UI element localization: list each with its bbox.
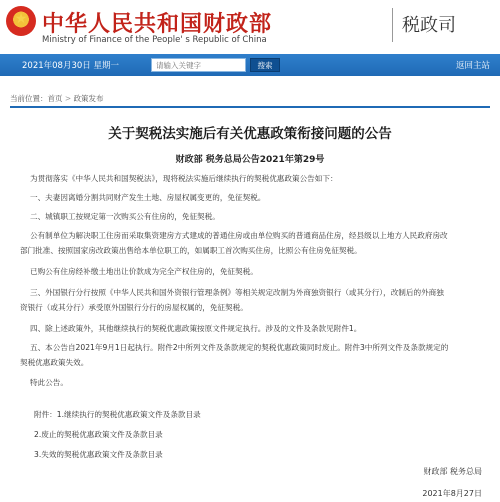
article-panel bbox=[10, 106, 490, 486]
attachment-item[interactable]: 2.废止的契税优惠政策文件及条款目录 bbox=[34, 430, 163, 439]
paragraph: 部门批准、按照国家房改政策出售给本单位职工的，如属职工首次购买住房，比照公有住房免征契税。 bbox=[20, 246, 362, 255]
article-subtitle: 财政部 税务总局公告2021年第29号 bbox=[175, 155, 325, 165]
current-date: 2021年08月30日 星期一 bbox=[22, 61, 119, 71]
sign-date: 2021年8月27日 bbox=[422, 489, 482, 498]
paragraph: 已购公有住房经补缴土地出让价款成为完全产权住房的，免征契税。 bbox=[30, 267, 258, 276]
paragraph: 资银行（或其分行）承受原外国银行分行的房屋权属的，免征契税。 bbox=[20, 303, 248, 312]
attachment-item[interactable]: 3.失效的契税优惠政策文件及条款目录 bbox=[34, 450, 163, 459]
paragraph: 契税优惠政策失效。 bbox=[20, 358, 89, 367]
breadcrumb-policy[interactable]: 政策发布 bbox=[73, 94, 104, 103]
paragraph: 为贯彻落实《中华人民共和国契税法》，现将税法实施后继续执行的契税优惠政策公告如下： bbox=[30, 174, 338, 183]
paragraph: 公有制单位为解决职工住房而采取集资建房方式建成的普通住房或由单位购买的普通商品住房，经县级以上地方人民政府房改 bbox=[30, 231, 448, 240]
header-divider bbox=[392, 8, 393, 42]
return-home-link[interactable]: 返回主站 bbox=[455, 61, 490, 71]
paragraph: 特此公告。 bbox=[30, 378, 68, 387]
paragraph: 二、城镇职工按规定第一次购买公有住房的，免征契税。 bbox=[30, 212, 220, 221]
national-emblem-icon bbox=[6, 6, 36, 36]
paragraph: 四、除上述政策外，其他继续执行的契税优惠政策按原文件规定执行。涉及的文件及条款见附件1。 bbox=[30, 324, 362, 333]
paragraph: 一、夫妻因离婚分割共同财产发生土地、房屋权属变更的，免征契税。 bbox=[30, 193, 266, 202]
breadcrumb-prefix: 当前位置： bbox=[10, 94, 48, 103]
nav-bar bbox=[0, 54, 500, 76]
paragraph: 五、本公告自2021年9月1日起执行。附件2中所列文件及条款规定的契税优惠政策同时废止。附件3中所列文件及条款规定的 bbox=[30, 343, 449, 352]
site-header bbox=[0, 0, 500, 54]
breadcrumb bbox=[10, 93, 104, 104]
attachment-item[interactable]: 附件：1.继续执行的契税优惠政策文件及条款目录 bbox=[34, 410, 201, 419]
ministry-name-cn[interactable]: 中华人民共和国财政部 bbox=[42, 11, 273, 37]
signatory: 财政部 税务总局 bbox=[423, 467, 482, 476]
search-input[interactable] bbox=[151, 58, 246, 72]
paragraph: 三、外国银行分行按照《中华人民共和国外资银行管理条例》等相关规定改制为外商独资银行（或其分行），改制后的外商独 bbox=[30, 288, 444, 297]
breadcrumb-separator: > bbox=[62, 94, 74, 103]
section-name[interactable]: 税政司 bbox=[402, 15, 456, 36]
breadcrumb-home[interactable]: 首页 bbox=[47, 94, 63, 103]
article-title: 关于契税法实施后有关优惠政策衔接问题的公告 bbox=[108, 126, 392, 142]
search-button[interactable]: 搜索 bbox=[250, 58, 280, 72]
ministry-name-en: Ministry of Finance of the People' s Republic of China bbox=[42, 35, 267, 45]
